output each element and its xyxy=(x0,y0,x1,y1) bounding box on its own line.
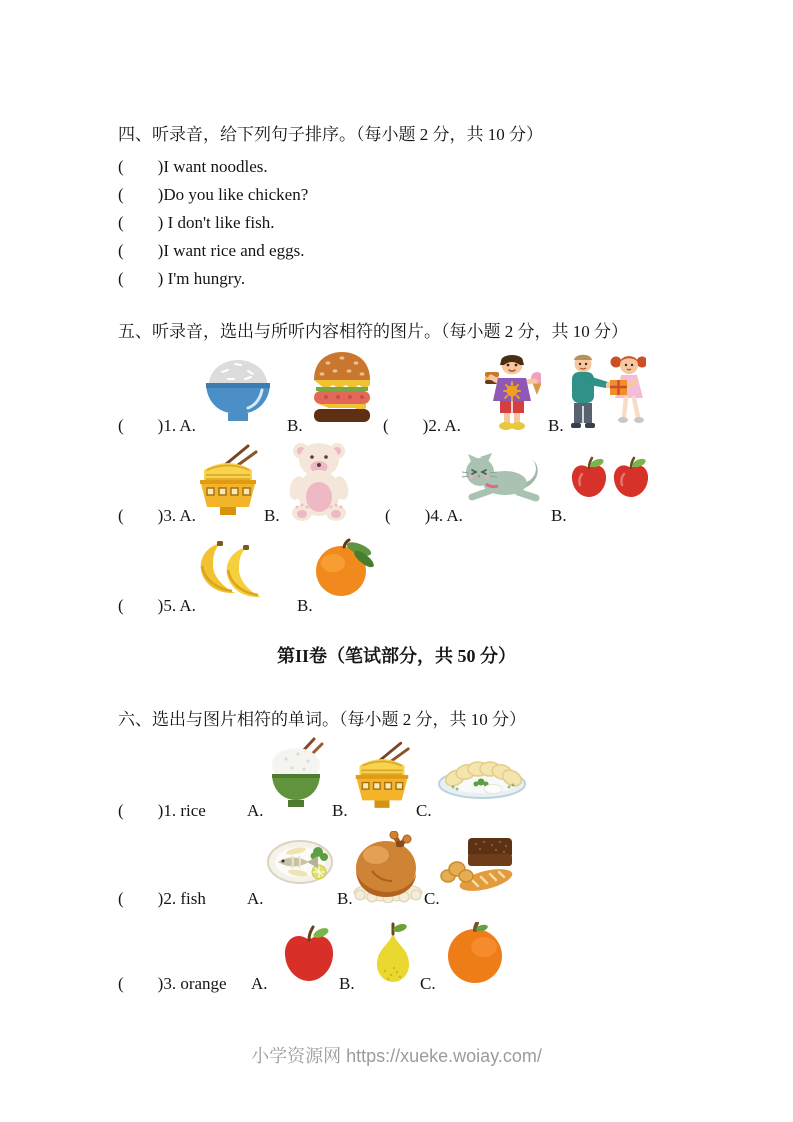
roast-chicken-image xyxy=(350,831,426,903)
part2-heading: 第II卷（笔试部分，共 50 分） xyxy=(276,646,516,666)
bananas-image xyxy=(197,540,291,598)
option-c-label: C. xyxy=(416,801,432,820)
noodle-bowl-2-image xyxy=(352,740,412,812)
ordering-item-3: ( ) I don't like fish. xyxy=(118,213,275,232)
option-a-label: A. xyxy=(247,801,264,820)
section-six-heading: 六、选出与图片相符的单词。（每小题 2 分，共 10 分） xyxy=(118,710,526,729)
question-lead: ( )3. A. xyxy=(118,506,196,525)
option-b-label: B. xyxy=(287,416,303,435)
orange-fruit-image xyxy=(444,922,506,984)
rice-bowl-image xyxy=(201,352,275,422)
question-lead: ( )5. A. xyxy=(118,596,196,615)
option-c-label: C. xyxy=(424,889,440,908)
hamburger-image xyxy=(310,350,374,426)
question-lead: ( )2. fish xyxy=(118,889,206,908)
teddy-bear-image xyxy=(287,440,351,522)
option-a-label: A. xyxy=(251,974,268,993)
site-footer: 小学资源网 https://xueke.woiay.com/ xyxy=(251,1046,542,1066)
question-lead: ( )1. A. xyxy=(118,416,196,435)
man-giving-gift-to-girl-image xyxy=(564,350,646,435)
ordering-item-1: ( )I want noodles. xyxy=(118,157,268,176)
question-lead: ( )3. orange xyxy=(118,974,227,993)
orange-with-leaves-image xyxy=(311,537,377,597)
ordering-item-5: ( ) I'm hungry. xyxy=(118,269,246,288)
option-b-label: B. xyxy=(332,801,348,820)
option-c-label: C. xyxy=(420,974,436,993)
option-b-label: B. xyxy=(339,974,355,993)
boy-with-ice-cream-image xyxy=(483,348,541,432)
running-cat-image xyxy=(460,452,544,504)
option-b-label: B. xyxy=(551,506,567,525)
ordering-item-4: ( )I want rice and eggs. xyxy=(118,241,305,260)
section-four-heading: 四、听录音，给下列句子排序。（每小题 2 分，共 10 分） xyxy=(118,125,543,144)
ordering-item-2: ( )Do you like chicken? xyxy=(118,185,309,204)
red-apple-image xyxy=(280,924,338,984)
option-b-label: B. xyxy=(297,596,313,615)
question-lead: ( )4. A. xyxy=(385,506,463,525)
question-lead: ( )1. rice xyxy=(118,801,206,820)
option-b-label: B. xyxy=(337,889,353,908)
noodle-bowl-image xyxy=(196,444,260,518)
two-apples-image xyxy=(570,456,650,500)
option-a-label: A. xyxy=(247,889,264,908)
yellow-pear-image xyxy=(367,921,419,987)
fish-plate-image xyxy=(266,836,334,888)
section-five-heading: 五、听录音，选出与所听内容相符的图片。（每小题 2 分，共 10 分） xyxy=(118,322,628,341)
bread-image xyxy=(440,836,514,894)
question-lead: ( )2. A. xyxy=(383,416,461,435)
option-b-label: B. xyxy=(548,416,564,435)
green-rice-bowl-image xyxy=(268,737,328,811)
dumplings-plate-image xyxy=(437,754,527,800)
option-b-label: B. xyxy=(264,506,280,525)
